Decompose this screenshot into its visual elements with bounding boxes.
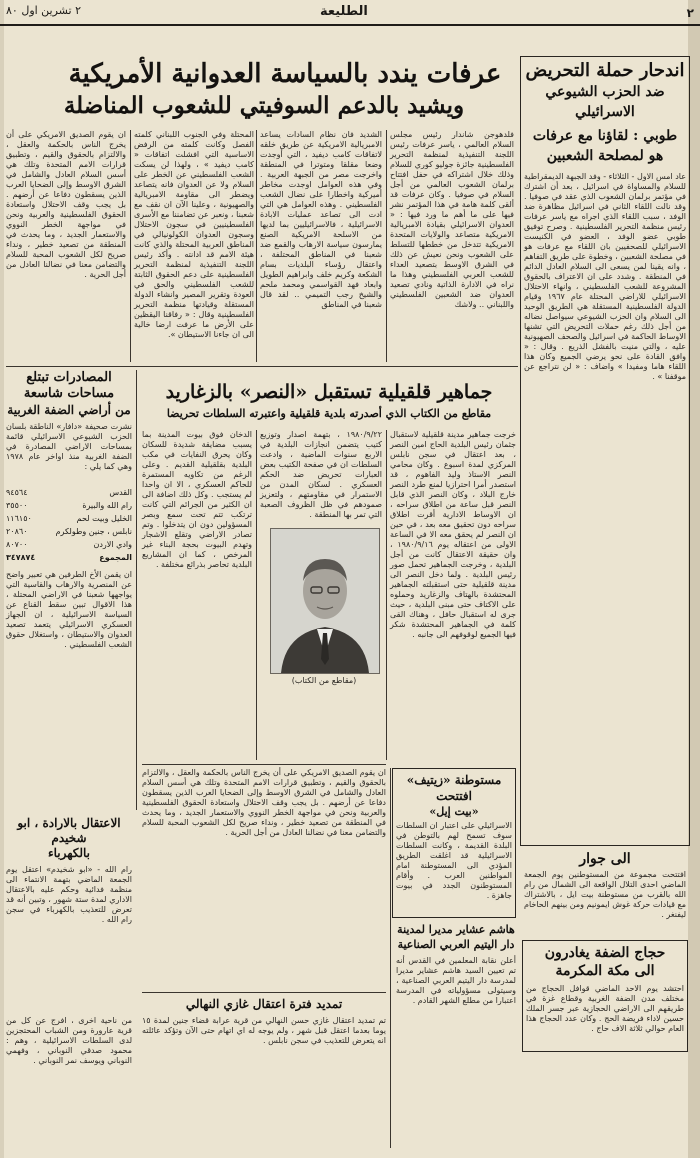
left-column [6, 370, 132, 649]
qalqilya-col-2: ١٩٨٠/٩/٢٢ ، بتهمة اصدار وتوزيع كتيب يتضمن انجازات البلدية في الاربع سنوات الماضية ، وادعت السلطات ان في صفحة الكتيب بعض العبارات تحريض ضد الحكم العسكري . لسكان المدن من الاستمرار في مقاومتهم ، ولتعزيز صمودهم في ظل الظروف الصعبة التي تمر بها المنطقة . [260, 430, 382, 519]
qalqilya-headline: جماهير قلقيلية تستقبل «النصر» بالزغاريد [165, 381, 493, 403]
qalqilya-col-3: الدخان فوق بيوت المدينة بما يسبب مضايقة شديدة للسكان وكان يحرق النفايات في مكب البلدية بقلقيلية القديم . وعلى الرغم من تكاويه المستمرة للحاكم العسكري ، الا ان واحدا لم يستجب . وكل ذلك اضافة الى ان الكثير من الجرائم التي كانت ترتكب تتم تحت سمع وبصر المسؤولين دون ان يتدخلوا . وتم تصادر الاراضي وتقلع الاشجار وتهدم البيوت بحجة البناء غير المرخص ، كما ان المشاريع البلدية تحاصر بذرائع مختلفة . [142, 430, 252, 569]
hashem-body: أعلن نقابة المعلمين في القدس أنه تم تعيين السيد هاشم عشاير مديرا لمدرسة دار اليتيم العربي الصناعية ، وسيتولى مسؤولياته في المدرسة اعتبارا من مطلع الشهر القادم . [396, 956, 516, 1005]
abu-shkheidem-title-1: الاعتقال بالارادة ، ابو شخيدم [17, 816, 121, 845]
main-subheadline: ويشيد بالدعم السوفيتي للشعوب المناضلة [63, 92, 465, 119]
column-rule [256, 130, 257, 362]
column-rule [256, 430, 257, 760]
nahhal-title: تمديد فترة اعتقال غازي النهالي [185, 997, 343, 1011]
issue-date: ٢ تشرين اول ٨٠ [6, 4, 81, 17]
table-row: نابلس ، جنين وطولكرم ٢٠٨٦٠ [6, 527, 132, 536]
hashem-title-1: هاشم عشاير مديرا لمدينة [397, 923, 515, 936]
table-row: وادي الاردن ٨٠٧٠٠ [6, 540, 132, 549]
settlement-subtitle: «بيت إيل» [429, 805, 479, 818]
pilgrims-title-1: حجاج الضفة يغادرون [544, 945, 666, 961]
portrait-illustration [271, 529, 379, 673]
abu-shkheidem-body: رام الله - «ابو شخيدم» اعتقل يوم الجمعة الماضي بتهمة الانتماء الى منظمة فدائية وحكم عليه بالاعتقال الاداري لمدة ستة شهور ، وتبين أنه قد تعرض للتعذيب بالكهرباء في سجن رام الله . [6, 865, 132, 924]
main-story-col-1: فلدهوجن شاندار رئيس مجلس السلام العالمي ، ياسر عرفات رئيس اللجنة التنفيذية لمنظمة التحرير الفلسطينية جائزة جوليو كوري للسلام وذلك خلال اشتراكه في حفل افتتاح برلمان الشعوب العالمي من أجل السلام في صوفيا . وكان عرفات قد ألقى كلمة هامة في هذا المؤتمر نشر فيها على ما أهم ما ورد فيها : « العدوان الاسرائيلي بقيادة الامبريالية الامريكية متصاعد والولايات المتحدة الامريكية تتدخل من خططها للتسلط على الشعوب ونحن نعيش عن ذلك في الشرق الاوسط بتصعيد العداء للشعب العربي الفلسطيني وهذا ما نراه في الادارة الذاتية ونادي تصعيد العدوان ضد الشعبين الفلسطيني واللبناني .. ولاشك [390, 130, 514, 309]
side-story-title-4: هو لمصلحة الشعبين [546, 148, 664, 164]
table-row: الخليل وبيت لحم ١١٦١٥٠ [6, 514, 132, 523]
nahhal-body: تم تمديد اعتقال غازي حسن النهالي من قرية عرابة قضاء جنين لمدة ١٥ يوما بعدما اعتقل قبل شهر ، ولم يوجه له اي اتهام حتى الآن وتؤكد عائلته انه يتعرض للتعذيب في سجن نابلس . [142, 1016, 386, 1045]
table-row: رام الله والبيرة ٣٥٥٠٠ [6, 501, 132, 510]
page-edge [0, 0, 4, 1158]
confiscation-table [6, 486, 132, 564]
pilgrims-title-2: الى مكة المكرمة [555, 963, 655, 979]
settlement-title: مستوطنة «زيتيف» افتتحت [406, 773, 502, 803]
abu-shkheidem-story [6, 816, 132, 1015]
jiwar-body: افتتحت مجموعة من المستوطنين يوم الجمعة الماضي احدى التلال الواقعة الى الشمال من رام الله بالقرب من مستوطنة بيت ايل ، بالاشتراك مع قيادات حركة غوش ايمونيم ومن بينهم الحاخام ليفنغر . [524, 870, 686, 919]
qalqilya-col-1: خرجت جماهير مدينة قلقيلية لاستقبال جثمان رئيس البلدية الحاج امين النصر ، بعد اعتقال في سجن نابلس المركزي لمدة اسبوع . وكان محامي النصر الاستاذ وليد الفاهوم ، قد استصدر أمرا احترازيا لمنع طرد النصر خارج البلاد ، وكان النصر الذي قابل النصر قبل ساعة من اطلاق سراحه ، ان الاوساط الادارية أقرت اطلاق سراحه دون تحقيق معه بعد ، في حين ان النصر لم يحقق معه الا في الساعة الاولى من اعتقاله يوم ١٩٨٠/٩/١٦ ، وان حقيقة الاعتقال كانت من أجل البلدية ، وخرجت الجماهير تحمل صور رئيس البلدية . ولما دخل النصر الى مدينة قلقيلية حتى استقبلته الجماهير المحتشدة بالهتاف والزغاريد وحملوه على الاكتاف حتى مبنى البلدية ، حيث جرى له استقبال حافل ، وهناك القى كلمة في الجماهير المحتشدة شكر فيها الجميع لوقوفهم الى جانبه . [390, 430, 516, 639]
header-rule [0, 24, 700, 26]
pilgrims-story [526, 944, 684, 1040]
side-story-title-1: اندحار حملة التحريض [525, 60, 685, 81]
jiwar-title: الى جوار [579, 851, 631, 867]
column-rule [386, 130, 387, 362]
section-rule [6, 366, 518, 367]
table-row: القدس ٩٤٥٦٤ [6, 488, 132, 497]
main-headline: عرفات يندد بالسياسة العدوانية الأمريكية [68, 59, 502, 89]
main-story-col-2: الشديد فان نظام السادات يساعد الامبريالية الامريكية عن طريق خلقه لاتفاقات كامب ديفيد ، التي أوجدت وضعا مقلقا ومتوترا في المنطقة واخرجت مصر من الجبهة العربية . وفي هذه العوامل اوجدت مخاطر أميركية واخطارا على نضال الشعب الفلسطيني . وهذه العوامل هي التي ادت الى تصاعد عمليات الابادة الاسرائيلية ، فالاسرائيليين بما لديها من الاسلحة الامريكية الصنع يمارسون سياسة الارهاب والقمع ضد شعبنا في المناطق المحتلفة ، واعتقال رؤساء البلديات بسام الشكعة وكريم خلف وابراهيم الطويل وابعاد فهد القواسمي ومحمد ملحم والشيخ رجب التميمي .. لقد قال شعبنا في المناطق [260, 130, 382, 309]
main-story-col-4: ان يقوم الصديق الامريكي على أن يخرج الناس بالحكمة والعقل ، والالتزام بالحقوق والقيم ، وتطبيق قرارات الامم المتحدة وتلك هي أسس السلام العادل والشامل في الشرق الاوسط وإلى الضحايا العرب الذين يسقطون دفاعا عن أرضهم . بل يجب وقف الاحتلال واستعادة الحقوق الفلسطينية والعربية ونحن في مواجهة الخطر النووي والاستعمار الجديد ، وما يحدث في المنطقة من تصعيد خطير ، ونداء صريح لكل الشعوب المحبة للسلام والتضامن معنا في نضالنا العادل من أجل الحرية . [6, 130, 126, 279]
column-rule [390, 768, 391, 1148]
hashem-story [396, 922, 516, 1116]
side-story-title-2: ضد الحزب الشيوعي الاسرائيلي [545, 84, 665, 120]
newspaper-name: الطليعة [320, 4, 368, 19]
main-story-col-3: المحتلة وفي الجنوب اللبناني كلمته الفصل وكانت كلمته من الرفض الاساسية التي افشلت اتفاقات « كامب ديفيد » ، ولهذا لن يسكت الشعب الفلسطيني عن الخطر على السلام ولا عن العدوان فانه يتصاعد ويضطر الى مقاومة الامبريالية والصهيونية ، وعلينا الآن ان نقف مع شعبنا ، ونعبر عن تضامننا مع الأسرى الفلسطينيين في سجون الاحتلال وسجون العدوان الكولونيالي في المناطق العربية المحتلة والذي كانت هيئة الامم قد ادانته . وأكد رئيس اللجنة التنفيذية لمنظمة التحرير الفلسطينية على دعم الحقوق الثابتة للشعب الفلسطيني والحق في العودة وتقرير المصير وانشاء الدولة المستقلة وقيادتها منظمة التحرير الفلسطينية وقال : « رفاقنا اليقظين على الأرض ما عرفت ارضا خالية الى ان جاءنا الاستيطان ». [134, 130, 254, 339]
confiscation-body: نشرت صحيفة «دافار» الناطقة بلسان الحزب الشيوعي الاسرائيلي قائمة بمساحات الاراضي المصادرة في الضفة الغربية منذ اواخر عام ١٩٧٨ وهي كما يلي : [6, 422, 132, 471]
column-rule [130, 130, 131, 362]
pilgrims-body: احتشد يوم الاحد الماضي قوافل الحجاج من مختلف مدن الضفة الغربية وقطاع غزة في طريقهم الى الاراضي الحجازية عبر جسر الملك حسين لاداء فريضة الحج . وكان عدد الحجاج هذا العام حوالي ثلاثة الاف حاج . [526, 984, 684, 1033]
portrait-photo [270, 528, 380, 674]
section-rule [142, 764, 386, 765]
confiscation-title-1: المصادرات تبتلع مساحات شاسعة [23, 370, 115, 401]
left-bottom-body: من ناحية اخرى ، افرج عن كل من قرية عارورة ومن الشباب المحتجزين لدى السلطات الاسرائيلية ، وهم : محمود صدقي النوباني ، وفهمي النوباني ويوسف نمر النوباني . [6, 1016, 132, 1065]
section-rule [142, 992, 386, 993]
jiwar-story [524, 850, 686, 940]
side-story-body: عاد امس الاول - الثلاثاء - وفد الجبهة الديمقراطية للسلام والمساواة في اسرائيل ، بعد أن اشترك في مؤتمر برلمان الشعوب الذي عقد في صوفيا . وقد نالت اللقاء الثاني في اسرائيل مظاهرة ضد الوفد ، سبب اللقاء الذي اجراه مع ياسر عرفات رئيس منظمة التحرير الفلسطينية . وصرح توفيق طوبي عضو الوفد ، العضو في الكنيست الاسرائيلي للصحفيين بان اللقاء مع عرفات هو في مصلحة الشعبين ، وخطوة على طريق التفاهم ، وانه يقينا لمن يسعى الى السلام العادل الدائم في المنطقة . وشدد على ان الاعتراف بالحقوق المشروعة للشعب الفلسطيني ، وانهاء الاحتلال الاسرائيلي للاراضي المحتلة عام ١٩٦٧ وقيام الدولة الفلسطينية المستقلة هي الطريق الوحيد الى السلام وان الحزب الشيوعي سيواصل نضاله من أجل ذلك رغم حملات التحريض التي تشنها الاوساط الحاكمة في اسرائيل والصحف الصهيونية عليه ، والتي منيت بالفشل الذريع . وقال : « وافق القادة على نحو يرضي الجميع وكان هذا اللقاء هاما ومفيدا » واضاف : « لن نتراجع عن موقفنا » . [524, 172, 686, 381]
confiscation-title-2: من أراضي الضفة الغربية [7, 403, 131, 417]
qalqilya-col-3-continued: ان يقوم الصديق الامريكي على أن يخرج الناس بالحكمة والعقل ، والالتزام بالحقوق والقيم ، وتطبيق قرارات الامم المتحدة وتلك هي أسس السلام العادل والشامل في الشرق الاوسط وإلى الضحايا العرب الذين يسقطون دفاعا عن أرضهم . بل يجب وقف الاحتلال واستعادة الحقوق الفلسطينية والعربية ونحن في مواجهة الخطر النووي والاستعمار الجديد ، وما يحدث في المنطقة من تصعيد خطير ، ونداء صريح لكل الشعوب المحبة للسلام والتضامن معنا في نضالنا العادل من أجل الحرية . [142, 768, 386, 837]
table-total-row: المجموع ٣٤٧٨٧٤ [6, 553, 132, 562]
settlement-body: الاسرائيلي على اعتبار ان السلطات سوف تسمح لهم بالتوطن في البلدة القديمة ، وكانت السلطات الاسرائيلية قد اغلقت الطريق المؤدي الى المستوطنة امام المواطنين العرب . وأقام المستوطنون الجدد في بيوت جاهزة . [396, 821, 512, 900]
left-column-text: ان يقمن الأخ الطرفين هي تعبير واضح عن المنصرية والارهاب والقاسية التي يواجهها شعبنا في الاراضي المحتلة ، هذا الاقوال تبين سقط القناع عن السياسة الاسرائيلية ، ان الجهاز العسكري الاسرائيلي يتعمد تصعيد العدوان والاستيطان ، واستغلال حقوق الشعب الفلسطيني . [6, 570, 132, 649]
photo-caption: (مقاطع من الكتاب) [291, 676, 357, 685]
settlement-story [396, 772, 512, 921]
hashem-title-2: دار اليتيم العربي الصناعية [397, 938, 515, 951]
column-rule [386, 430, 387, 760]
column-rule [136, 370, 137, 810]
page-number: ٢ [686, 6, 694, 20]
side-story [524, 60, 686, 652]
abu-shkheidem-title-2: بالكهرباء [47, 846, 91, 860]
side-story-title-3: طوبي : لقاؤنا مع عرفات [532, 128, 678, 144]
qalqilya-subhead: مقاطع من الكتاب الذي أصدرته بلدية قلقيلية واعتبرته السلطات تحريضا [166, 407, 492, 420]
